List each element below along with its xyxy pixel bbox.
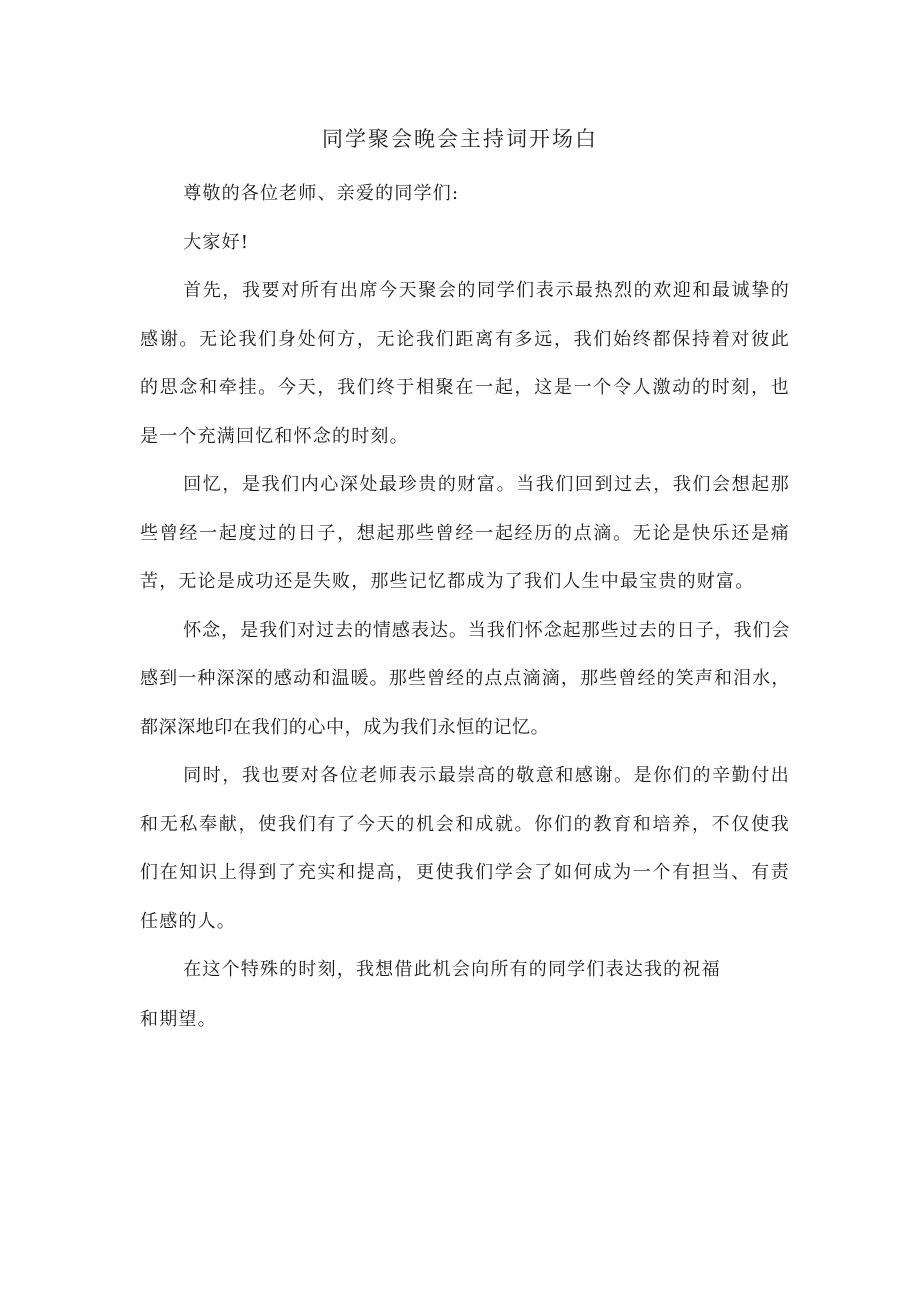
closing-paragraph-line1: 在这个特殊的时刻，我想借此机会向所有的同学们表达我的祝福 <box>183 959 721 980</box>
document-body <box>140 170 790 1045</box>
hello-paragraph: 大家好! <box>183 231 250 253</box>
greeting-paragraph: 尊敬的各位老师、亲爱的同学们: <box>183 183 460 204</box>
body-paragraph-welcome: 首先，我要对所有出席今天聚会的同学们表示最热烈的欢迎和最诚挚的感谢。无论我们身处何方，无论我们距离有多远，我们始终都保持着对彼此的思念和牵挂。今天，我们终于相聚在一起，这是一个令人激动的时刻，也是一个充满回忆和怀念的时刻。 <box>140 280 790 447</box>
body-paragraph-nostalgia: 怀念，是我们对过去的情感表达。当我们怀念起那些过去的日子，我们会感到一种深深的感动和温暖。那些曾经的点点滴滴，那些曾经的笑声和泪水，都深深地印在我们的心中，成为我们永恒的记忆。 <box>140 619 790 738</box>
body-paragraph-memories: 回忆，是我们内心深处最珍贵的财富。当我们回到过去，我们会想起那些曾经一起度过的日子，想起那些曾经一起经历的点滴。无论是快乐还是痛苦，无论是成功还是失败，那些记忆都成为了我们人生中最宝贵的财富。 <box>140 474 790 592</box>
body-paragraph-teachers: 同时，我也要对各位老师表示最崇高的敬意和感谢。是你们的辛勤付出和无私奉献，使我们有了今天的机会和成就。你们的教育和培养，不仅使我们在知识上得到了充实和提高，更使我们学会了如何成为一个有担当、有责任感的人。 <box>140 765 790 932</box>
document-title: 同学聚会晚会主持词开场白 <box>322 127 598 151</box>
closing-paragraph-line2: 和期望。 <box>140 1008 217 1030</box>
